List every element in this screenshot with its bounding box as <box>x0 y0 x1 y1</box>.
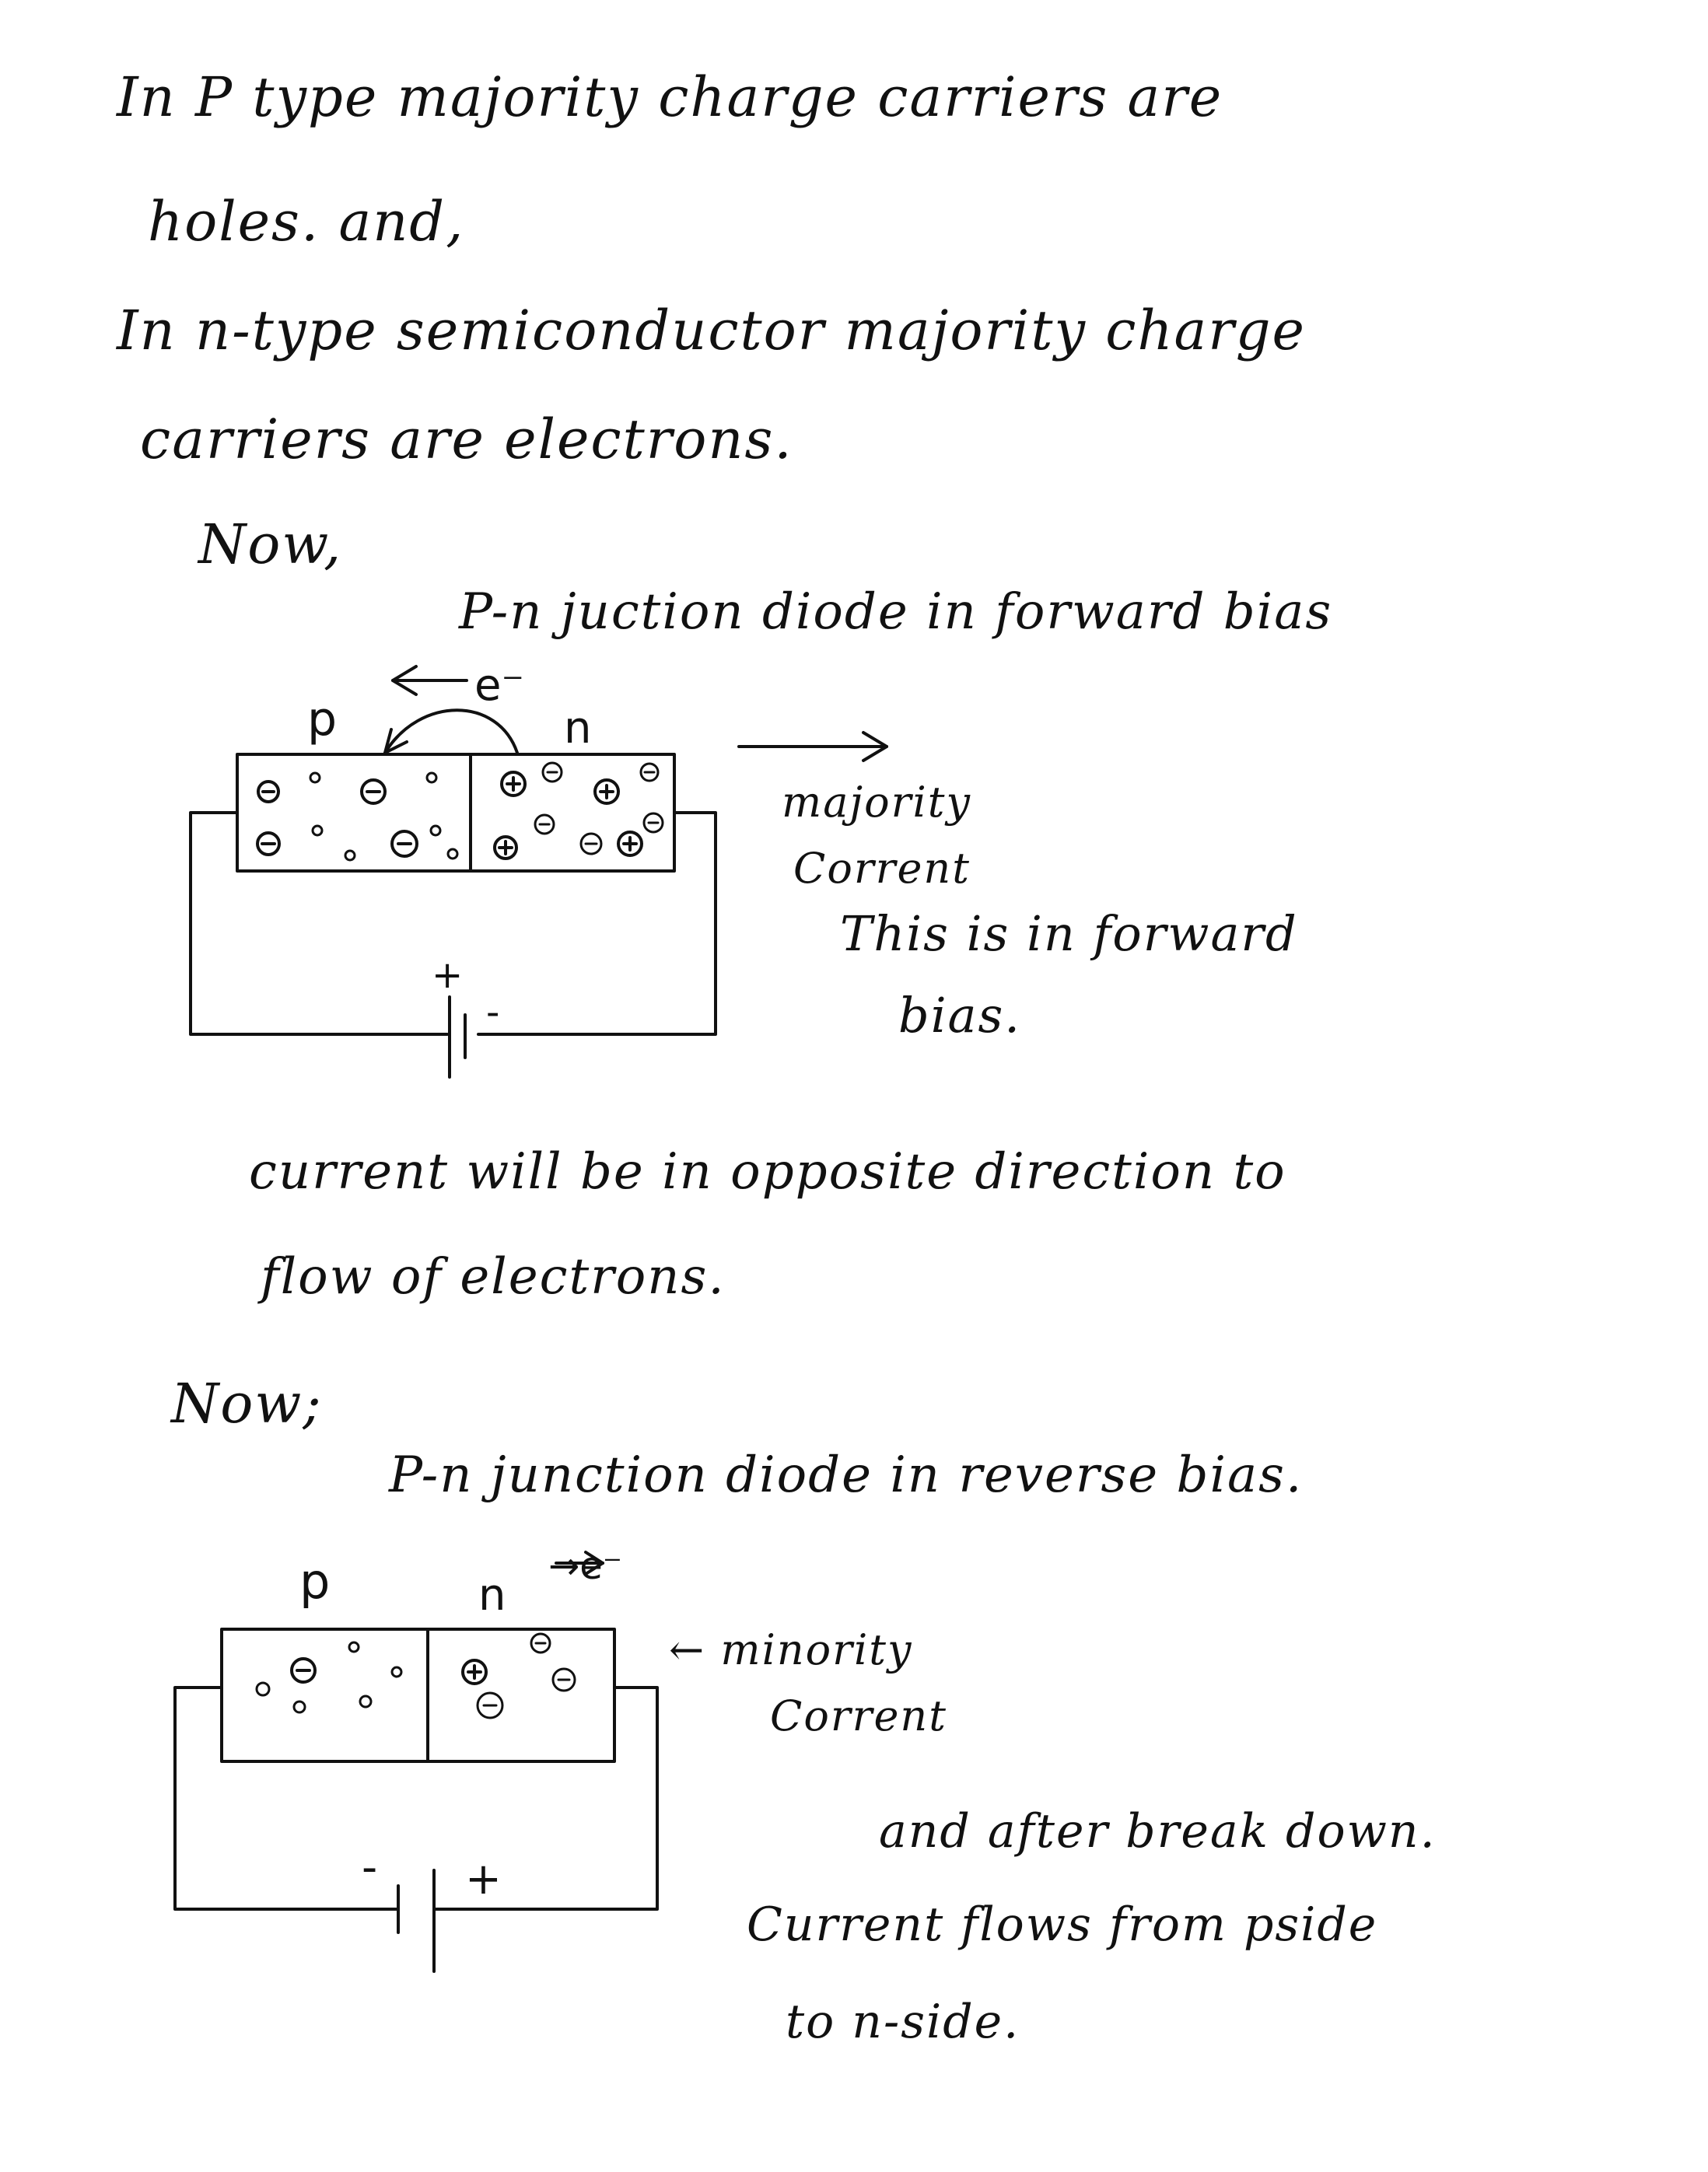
reverse-label-p: p <box>299 1553 331 1610</box>
reverse-battery-minus: - <box>362 1842 378 1893</box>
reverse-n-region <box>428 1629 614 1761</box>
forward-p-ions <box>257 780 417 856</box>
current-direction-line-1: current will be in opposite direction to <box>249 1143 1286 1201</box>
reverse-electron-label: →e⁻ <box>548 1544 623 1588</box>
forward-note-line-1: This is in forward <box>840 905 1298 962</box>
forward-electron-arc <box>385 710 517 753</box>
forward-label-n: n <box>564 703 592 754</box>
forward-bias-heading: P-n juction diode in forward bias <box>459 583 1333 641</box>
reverse-note-line-3: to n-side. <box>786 1995 1020 2049</box>
reverse-note-line-1: and after break down. <box>879 1804 1437 1859</box>
forward-label-p: p <box>307 692 338 747</box>
reverse-annotation-line-2: Corrent <box>770 1691 947 1740</box>
reverse-p-region <box>222 1629 428 1761</box>
forward-n-electrons <box>535 763 663 854</box>
current-direction-line-2: flow of electrons. <box>261 1248 726 1306</box>
reverse-n-ions <box>463 1660 486 1684</box>
forward-bias-diagram <box>191 666 887 1077</box>
forward-battery-minus: - <box>486 991 500 1034</box>
reverse-p-ions <box>292 1659 315 1682</box>
reverse-note-line-2: Current flows from pside <box>747 1897 1378 1952</box>
forward-note-line-2: bias. <box>898 987 1022 1044</box>
forward-circuit-wire-left <box>191 813 447 1034</box>
forward-n-ions <box>495 772 642 859</box>
forward-circuit-wire-right <box>478 813 716 1034</box>
now-label-1: Now, <box>198 512 343 576</box>
reverse-annotation-line-1: ← minority <box>669 1625 913 1674</box>
forward-annotation-line-2: Corrent <box>793 844 971 893</box>
reverse-bias-heading: P-n junction diode in reverse bias. <box>389 1446 1304 1504</box>
reverse-p-holes <box>257 1642 401 1712</box>
reverse-bias-diagram <box>175 1552 657 1971</box>
reverse-battery-plus: + <box>465 1854 502 1904</box>
now-label-2: Now; <box>171 1372 323 1436</box>
note-line-4: carriers are electrons. <box>140 407 793 471</box>
note-line-1: In P type majority charge carriers are <box>117 65 1223 129</box>
forward-battery-plus: + <box>432 953 464 997</box>
reverse-n-electrons <box>478 1634 575 1718</box>
reverse-label-n: n <box>478 1570 506 1621</box>
forward-electron-label: e⁻ <box>474 660 525 711</box>
forward-annotation-line-1: majority <box>782 778 971 827</box>
note-line-3: In n-type semiconductor majority charge <box>117 299 1306 362</box>
note-line-2: holes. and, <box>148 190 465 254</box>
